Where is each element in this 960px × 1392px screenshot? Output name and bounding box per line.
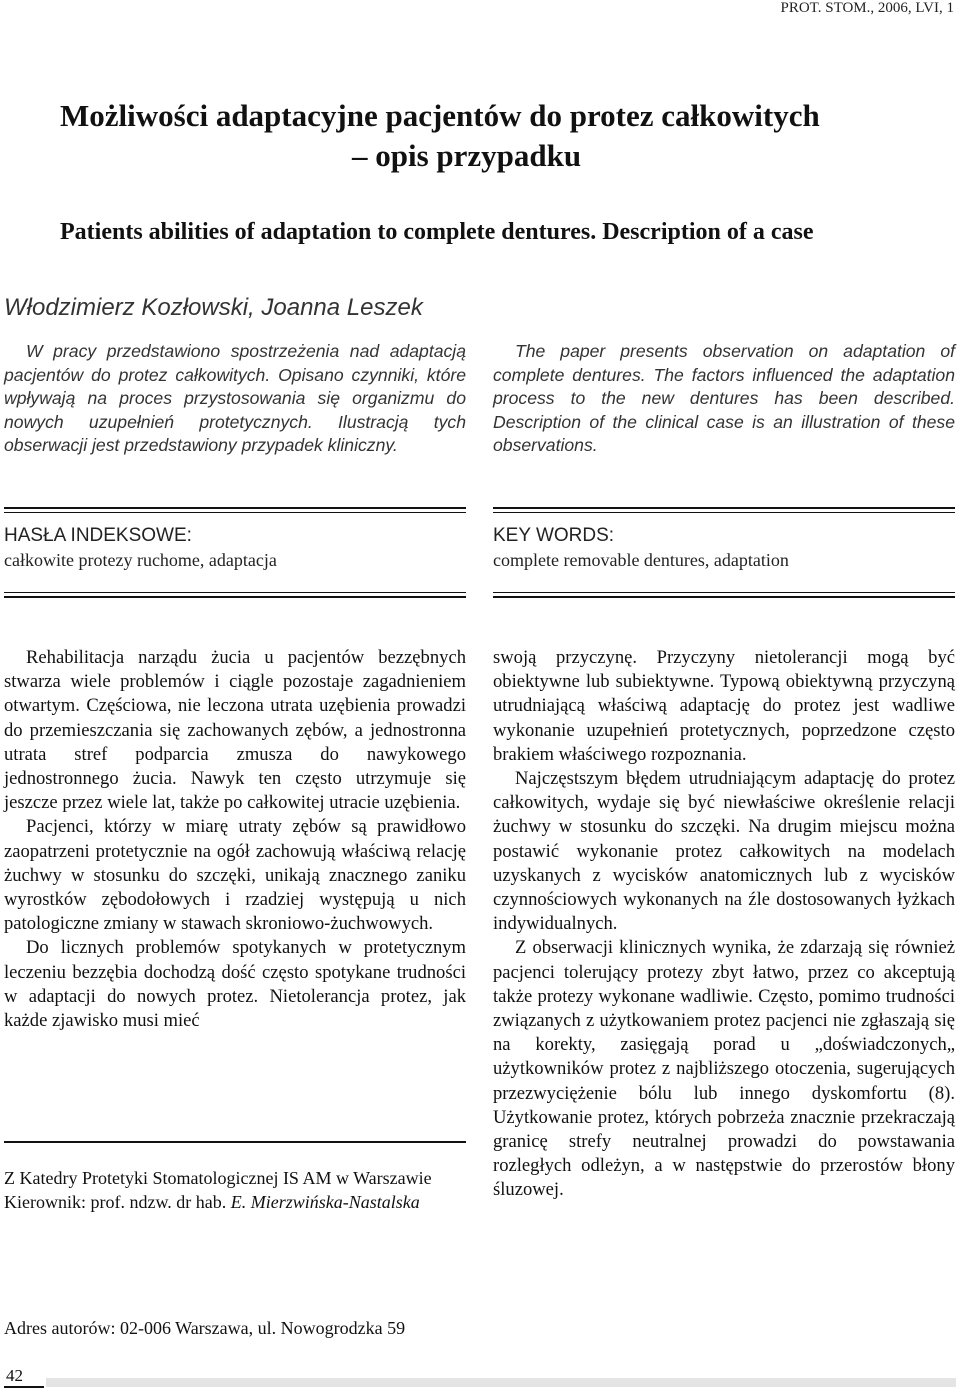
affiliation-head-name: E. Mierzwińska-Nastalska	[230, 1192, 420, 1212]
page-number: 42	[6, 1366, 23, 1385]
title-line-2: – opis przypadku	[352, 138, 582, 173]
abstract-english-text: The paper presents observation on adaptation of complete dentures. The factors influenced the adaptation process to the new dentures has been described. Description of the clinical case is an illustration of these observations.	[493, 341, 955, 455]
affiliation-head-prefix: Kierownik: prof. ndzw. dr hab.	[4, 1192, 231, 1212]
keywords-polish-terms: całkowite protezy ruchome, adaptacja	[4, 550, 277, 570]
abstract-english	[493, 340, 955, 458]
body-paragraph: Najczęstszym błędem utrudniającym adaptację do protez całkowitych, wydaje się być niewłaściwe określenie relacji żuchwy w stosunku do szczęki. Na drugim miejscu można postawić wykonanie protez całkowitych na modelach uzyskanych z wycisków anatomicznych lub z wycisków czynnościowych wykonanych na źle dostosowanych łyżkach indywidualnych.	[493, 768, 955, 935]
footnote-rule	[4, 1141, 466, 1143]
author-address: Adres autorów: 02-006 Warszawa, ul. Nowogrodzka 59	[4, 1318, 406, 1338]
running-head: PROT. STOM., 2006, LVI, 1	[780, 0, 954, 16]
abstract-polish-text: W pracy przedstawiono spostrzeżenia nad adaptacją pacjentów do protez całkowitych. Opisano czynniki, które wpływają na proces przystosowania się organizmu do nowych uzupełnień protetycznych. Ilustracją tych obserwacji jest przedstawiony przypadek kliniczny.	[4, 341, 466, 455]
article-title	[60, 96, 940, 176]
affiliation-department: Z Katedry Protetyki Stomatologicznej IS AM w Warszawie	[4, 1168, 432, 1188]
keywords-bottom-rule-right	[493, 592, 955, 598]
keywords-top-rule-left	[4, 507, 466, 513]
keywords-english	[493, 525, 955, 571]
abstract-polish	[4, 340, 466, 458]
page-number-underline	[4, 1386, 44, 1388]
body-paragraph: Do licznych problemów spotykanych w protetycznym leczeniu bezzębia dochodzą dość często spotykane trudności w adaptacji do nowych protez. Nietolerancja protez, jak każde zjawisko musi mieć	[4, 937, 466, 1032]
affiliation	[4, 1166, 466, 1214]
keywords-polish-heading: HASŁA INDEKSOWE:	[4, 525, 192, 546]
body-paragraph: Pacjenci, którzy w miarę utraty zębów są prawidłowo zaopatrzeni protetycznie na ogół zachowują właściwą relację żuchwy w stosunku do szczęki, unikają znacznego zaniku wyrostków zębodołowych i rzadziej występują u nich patologiczne zmiany w stawach skroniowo-żuchwowych.	[4, 816, 466, 935]
affiliation-head	[4, 1190, 466, 1214]
keywords-english-heading: KEY WORDS:	[493, 525, 615, 546]
english-title: Patients abilities of adaptation to complete dentures. Description of a case	[60, 219, 814, 245]
keywords-polish	[4, 525, 466, 571]
body-column-left	[4, 646, 466, 1033]
body-paragraph: Z obserwacji klinicznych wynika, że zdarzają się również pacjenci tolerujący protezy zbyt łatwo, przez co akceptują także protezy wykonane wadliwie. Często, pomimo trudności związanych z użytkowaniem protez pacjenci nie zgłaszają się na korekty, zasięgają porad u „doświadczonych„ użytkowników protez z najbliższego otoczenia, sugerujących przezwyciężenie bólu lub innego dyskomfortu (8). Użytkowanie protez, których pobrzeża znacznie przekraczają granicę strefy neutralnej prowadzi do powstawania rozległych odleżyn, a w następstwie do przerostów błony śluzowej.	[493, 937, 955, 1201]
keywords-english-terms: complete removable dentures, adaptation	[493, 550, 789, 570]
body-paragraph: Rehabilitacja narządu żucia u pacjentów bezzębnych stwarza wiele problemów i ciągle pozostaje zagadnieniem otwartym. Częściowa, nie leczona utrata uzębienia prowadzi do przemieszczania się zachowanych zębów, a jednostronna utrata stref podparcia zmusza do nawykowego jednostronnego żucia. Nawyk ten często utrzymuje się jeszcze przez wiele lat, także po całkowitej utracie uzębienia.	[4, 647, 466, 814]
footer-bar	[46, 1378, 956, 1387]
body-column-right	[493, 646, 955, 1203]
body-paragraph: swoją przyczynę. Przyczyny nietolerancji mogą być obiektywne lub subiektywne. Typową obiektywną przyczyną utrudniającą właściwą adaptację do protez jest wadliwe wykonanie uzupełnień protetycznych, poprzedzone często brakiem właściwego rozpoznania.	[493, 647, 955, 765]
title-line-1: Możliwości adaptacyjne pacjentów do protez całkowitych	[60, 98, 820, 133]
authors: Włodzimierz Kozłowski, Joanna Leszek	[4, 294, 423, 321]
keywords-top-rule-right	[493, 507, 955, 513]
keywords-bottom-rule-left	[4, 592, 466, 598]
